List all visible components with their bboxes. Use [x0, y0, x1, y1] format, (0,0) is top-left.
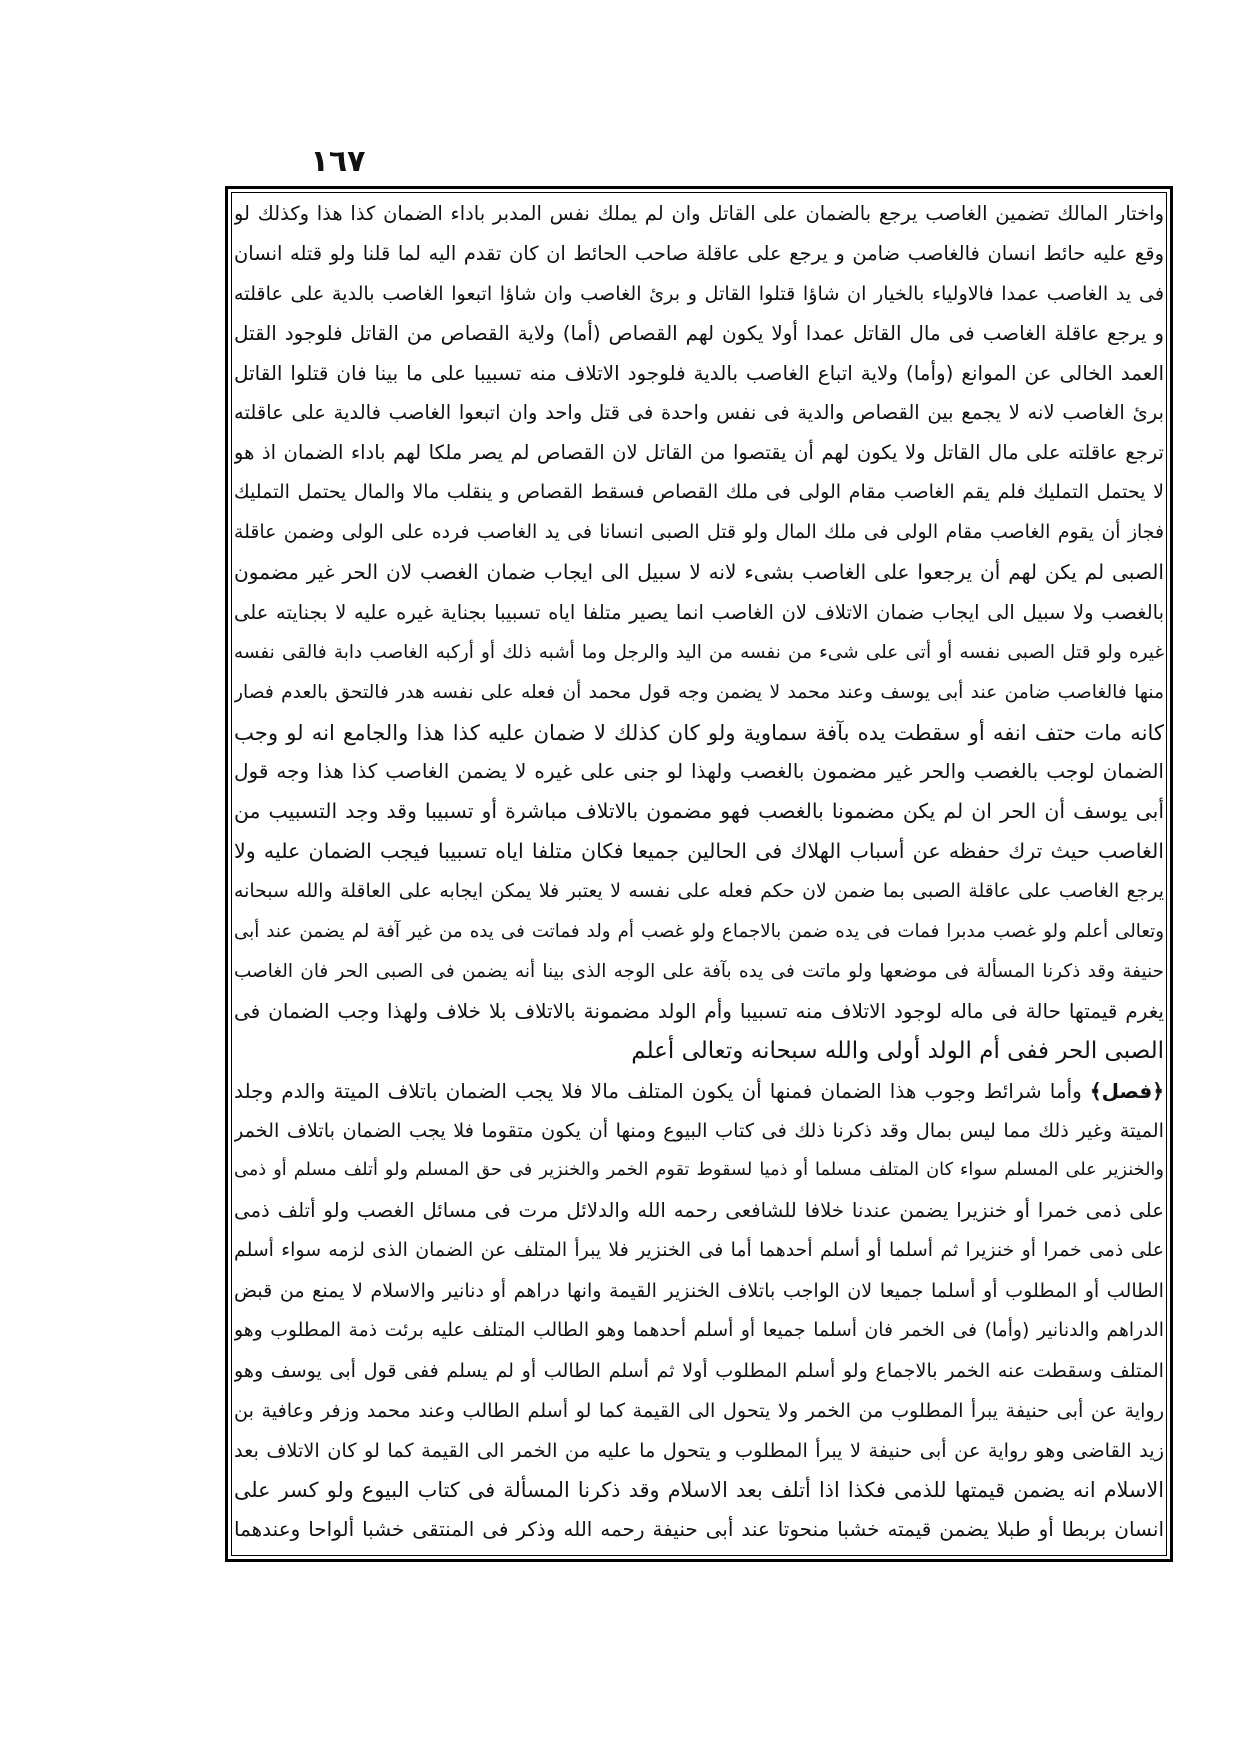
- page-number: ١٦٧: [310, 144, 366, 179]
- text-line: المتلف وسقطت عنه الخمر بالاجماع ولو أسلم المطلوب أولا ثم أسلم الطالب أو لم يسلم ففى قول أبى يوسف وهو: [234, 1358, 1164, 1382]
- text-line: فى يد الغاصب عمدا فالاولياء بالخيار ان شاؤا قتلوا القاتل و برئ الغاصب وان شاؤا اتبعوا الغاصب بالدية على عاقلته: [234, 281, 1164, 305]
- section-heading: ﴿فصل﴾: [1089, 1078, 1164, 1103]
- text-line: والخنزير على المسلم سواء كان المتلف مسلما أو ذميا لسقوط تقوم الخمر والخنزير فى حق المسلم ولو أتلف مسلم أو ذمى: [234, 1160, 1164, 1181]
- text-line: لا يحتمل التمليك فلم يقم الغاصب مقام الولى فى ملك القصاص فسقط القصاص و ينقلب مالا والمال يحتمل التمليك: [234, 481, 1164, 504]
- text-line: الميتة وغير ذلك مما ليس بمال وقد ذكرنا ذلك فى كتاب البيوع ومنها أن يكون متقوما فلا يجب الضمان باتلاف الخمر: [234, 1119, 1164, 1143]
- text-line: واختار المالك تضمين الغاصب يرجع بالضمان على القاتل وان لم يملك نفس المدبر باداء الضمان كذا هذا وكذلك لو: [234, 202, 1164, 225]
- text-line: و يرجع عاقلة الغاصب فى مال القاتل عمدا أولا يكون لهم القصاص (أما) ولاية القصاص من القاتل فلوجود القتل: [234, 320, 1164, 345]
- text-line: فجاز أن يقوم الغاصب مقام الولى فى ملك المال ولو قتل الصبى انسانا فى يد الغاصب فرده على الولى وضمن عاقلة: [234, 521, 1164, 544]
- text-line: يغرم قيمتها حالة فى ماله لوجود الاتلاف منه تسبيبا وأم الولد مضمونة بالاتلاف بلا خلاف ولهذا وجب الضمان فى: [234, 998, 1164, 1023]
- text-line: منها فالغاصب ضامن عند أبى يوسف وعند محمد لا يضمن وجه قول محمد أن فعله على نفسه هدر فالتحق بالعدم فصار: [234, 681, 1164, 703]
- text-line: رواية عن أبى حنيفة يبرأ المطلوب من الخمر ولا يتحول الى القيمة كما لو أسلم الطالب وعند محمد وزفر وعافية بن: [234, 1398, 1164, 1422]
- text-line: الصبى لم يكن لهم أن يرجعوا على الغاصب بشىء لانه لا سبيل الى ايجاب ضمان الغصب لان الحر غير مضمون: [234, 560, 1164, 585]
- text-line: الدراهم والدنانير (وأما) فى الخمر فان أسلما جميعا أو أسلم أحدهما وهو الطالب المتلف عليه برئت ذمة المطلوب وهو: [234, 1319, 1164, 1341]
- text-line: العمد الخالى عن الموانع (وأما) ولاية اتباع الغاصب بالدية فلوجود الاتلاف منه تسبيبا على ما بينا فان قتلوا القاتل: [234, 360, 1164, 385]
- text-line: على ذمى خمرا أو خنزيرا يضمن عندنا خلافا للشافعى رحمه الله والدلائل مرت فى مسائل الغصب ولو أتلف ذمى: [234, 1199, 1164, 1223]
- text-line: الطالب أو المطلوب أو أسلما جميعا لان الواجب باتلاف الخنزير القيمة وانها دراهم أو دنانير والاسلام لا يمنع من قبض: [234, 1279, 1164, 1303]
- text-line: وتعالى أعلم ولو غصب مدبرا فمات فى يده ضمن بالاجماع ولو غصب أم ولد فماتت فى يده من غير آفة لم يضمن عند أبى: [234, 921, 1164, 943]
- text-line: أبى يوسف أن الحر ان لم يكن مضمونا بالغصب فهو مضمون بالاتلاف مباشرة أو تسبيبا وقد وجد التسبيب من: [234, 799, 1164, 824]
- text-line: حنيفة وقد ذكرنا المسألة فى موضعها ولو ماتت فى يده بآفة على الوجه الذى بينا أنه يضمن فى الصبى الحر فان الغاصب: [234, 960, 1164, 982]
- text-line-segment: وأما شرائط وجوب هذا الضمان فمنها أن يكون المتلف مالا فلا يجب الضمان باتلاف الميتة والدم وجلد: [234, 1078, 1082, 1103]
- text-line: يرجع الغاصب على عاقلة الصبى بما ضمن لان حكم فعله على نفسه لا يعتبر فلا يمكن ايجابه على العاقلة والله سبحانه: [234, 880, 1164, 903]
- paragraph-last-line: الصبى الحر ففى أم الولد أولى والله سبحانه وتعالى أعلم: [631, 1037, 1164, 1064]
- text-line: انسان بربطا أو طبلا يضمن قيمته خشبا منحوتا عند أبى حنيفة رحمه الله وذكر فى المنتقى خشبا ألواحا وعندهما: [234, 1517, 1164, 1542]
- text-line: الضمان لوجب بالغصب والحر غير مضمون بالغصب ولهذا لو جنى على غيره لا يضمن الغاصب كذا هذا وجه قول: [234, 759, 1164, 784]
- body-text: [234, 194, 1164, 1550]
- text-line: غيره ولو قتل الصبى نفسه أو أتى على شىء من نفسه من اليد والرجل وما أشبه ذلك أو أركبه الغاصب دابة فالقى نفسه: [234, 641, 1164, 663]
- section-heading-line: [234, 1072, 1164, 1112]
- text-line: وقع عليه حائط انسان فالغاصب ضامن و يرجع على عاقلة صاحب الحائط ان كان تقدم اليه لما قلنا ولو قتله انسان: [234, 241, 1164, 265]
- text-line: الغاصب حيث ترك حفظه عن أسباب الهلاك فى الحالين جميعا فكان متلفا اياه تسبيبا فيجب الضمان عليه ولا: [234, 839, 1164, 864]
- text-line: على ذمى خمرا أو خنزيرا ثم أسلما أو أسلم أحدهما أما فى الخنزير فلا يبرأ المتلف عن الضمان الذى لزمه سواء أسلم: [234, 1239, 1164, 1262]
- text-line: الاسلام انه يضمن قيمتها للذمى فكذا اذا أتلف بعد الاسلام وقد ذكرنا المسألة فى كتاب البيوع ولو كسر على: [234, 1477, 1164, 1502]
- text-line: كانه مات حتف انفه أو سقطت يده بآفة سماوية ولو كان كذلك لا ضمان عليه كذا هذا والجامع انه لو وجب: [234, 719, 1164, 745]
- text-line: ترجع عاقلته على مال القاتل ولا يكون لهم أن يقتصوا من القاتل لان القصاص لم يصر ملكا لهم باداء الضمان اذ هو: [234, 441, 1164, 465]
- text-line: برئ الغاصب لانه لا يجمع بين القصاص والدية فى نفس واحدة فى قتل واحد وان اتبعوا الغاصب فالدية على عاقلته: [234, 401, 1164, 425]
- text-line: بالغصب ولا سبيل الى ايجاب ضمان الاتلاف لان الغاصب انما يصير متلفا اياه تسبيبا بجناية غيره عليه لا بجنايته على: [234, 600, 1164, 624]
- text-line: زيد القاضى وهو رواية عن أبى حنيفة لا يبرأ المطلوب و يتحول ما عليه من الخمر الى القيمة كما لو كان الاتلاف بعد: [234, 1438, 1164, 1462]
